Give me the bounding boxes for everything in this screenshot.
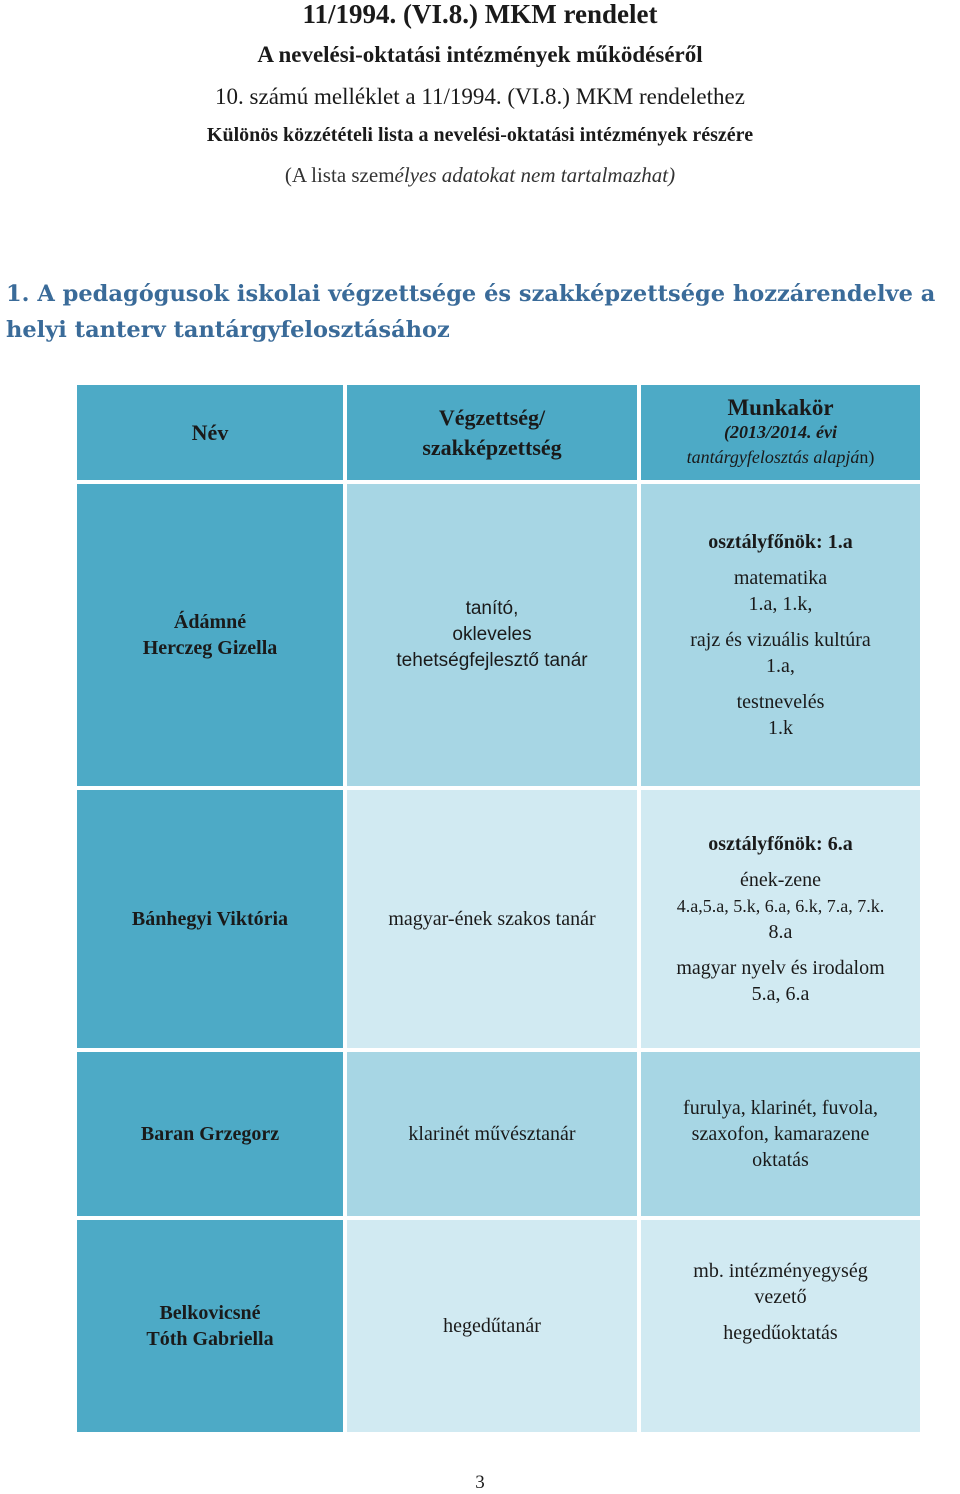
row1-qualification-line2: okleveles (452, 624, 532, 645)
row1-name (77, 484, 343, 786)
annex-reference: 10. számú melléklet a 11/1994. (VI.8.) MKM rendelethez (215, 84, 745, 109)
header-job-line2: (2013/2014. évi (724, 422, 837, 442)
row3-qualification (347, 1052, 637, 1216)
list-note-part-b: élyes adatokat nem tartalmazhat) (394, 163, 676, 187)
row3-qualification-line1: klarinét művésztanár (408, 1123, 576, 1145)
header-qualification-line2: szakképzettség (422, 434, 562, 460)
list-note-part-a: (A lista szem (284, 163, 395, 187)
header-job-line3-part-b: n) (859, 447, 875, 467)
row1-qualification (347, 484, 637, 786)
row4-job-line2: vezető (754, 1286, 807, 1308)
row3-job (641, 1052, 920, 1216)
header-job (641, 385, 920, 480)
row1-job-line2: 1.a, 1.k, (748, 593, 813, 615)
row1-job-line4: 1.a, (766, 655, 795, 677)
row2-qualification (347, 790, 637, 1048)
row3-name-line1: Baran Grzegorz (140, 1123, 280, 1145)
header-name (77, 385, 343, 480)
header-name-label: Név (191, 419, 229, 445)
list-note (0, 160, 960, 190)
row1-name-line1: Ádámné (173, 611, 247, 633)
header-qualification-line1: Végzettség/ (438, 404, 546, 430)
row4-qualification-line1: hegedűtanár (443, 1315, 541, 1337)
row2-job-line2: 4.a,5.a, 5.k, 6.a, 6.k, 7.a, 7.k. (676, 896, 885, 916)
row4-qualification (347, 1220, 637, 1432)
header-job-line1: Munkakör (727, 395, 834, 420)
row1-qualification-line3: tehetségfejlesztő tanár (396, 650, 588, 671)
row4-name-line1: Belkovicsné (159, 1302, 261, 1324)
row2-job-line1: ének-zene (739, 869, 822, 891)
row2-job (641, 790, 920, 1048)
decree-title: 11/1994. (VI.8.) MKM rendelet (302, 0, 658, 29)
row3-job-line1: furulya, klarinét, fuvola, (683, 1097, 878, 1119)
row4-name-line2: Tóth Gabriella (146, 1328, 274, 1350)
row4-job (641, 1220, 920, 1432)
decree-subtitle: A nevelési-oktatási intézmények működéséről (257, 42, 703, 67)
row4-name (77, 1220, 343, 1432)
row1-job-line3: rajz és vizuális kultúra (690, 629, 871, 651)
row2-job-homeroom: osztályfőnök: 6.a (708, 833, 853, 855)
header-qualification (347, 385, 637, 480)
row2-job-line3: 8.a (768, 921, 793, 943)
row2-name-line1: Bánhegyi Viktória (131, 908, 289, 930)
row3-job-line3: oktatás (752, 1149, 809, 1171)
header-job-line3-part-a: tantárgyfelosztás alapjá (686, 447, 860, 467)
row4-job-line1: mb. intézményegység (693, 1260, 868, 1282)
row4-job-line3: hegedűoktatás (723, 1322, 838, 1344)
row2-name (77, 790, 343, 1048)
row3-name (77, 1052, 343, 1216)
row2-job-line5: 5.a, 6.a (751, 983, 810, 1005)
list-title: Különös közzétételi lista a nevelési-oktatási intézmények részére (206, 124, 754, 146)
section-heading: 1. A pedagógusok iskolai végzettsége és szakképzettsége hozzárendelve a helyi tanterv tantárgyfelosztásához (6, 281, 936, 343)
row2-qualification-line1: magyar-ének szakos tanár (388, 908, 596, 930)
row1-job-line5: testnevelés (736, 691, 825, 713)
row1-name-line2: Herczeg Gizella (142, 637, 278, 659)
row1-job-line1: matematika (733, 567, 828, 589)
row1-qualification-line1: tanító, (465, 598, 519, 619)
row1-job-homeroom: osztályfőnök: 1.a (708, 531, 853, 553)
row1-job-line6: 1.k (768, 717, 793, 739)
header-job-line3 (687, 445, 875, 470)
row3-job-line2: szaxofon, kamarazene (691, 1123, 870, 1145)
row2-job-line4: magyar nyelv és irodalom (676, 957, 885, 979)
row1-job (641, 484, 920, 786)
page-number: 3 (475, 1472, 485, 1493)
